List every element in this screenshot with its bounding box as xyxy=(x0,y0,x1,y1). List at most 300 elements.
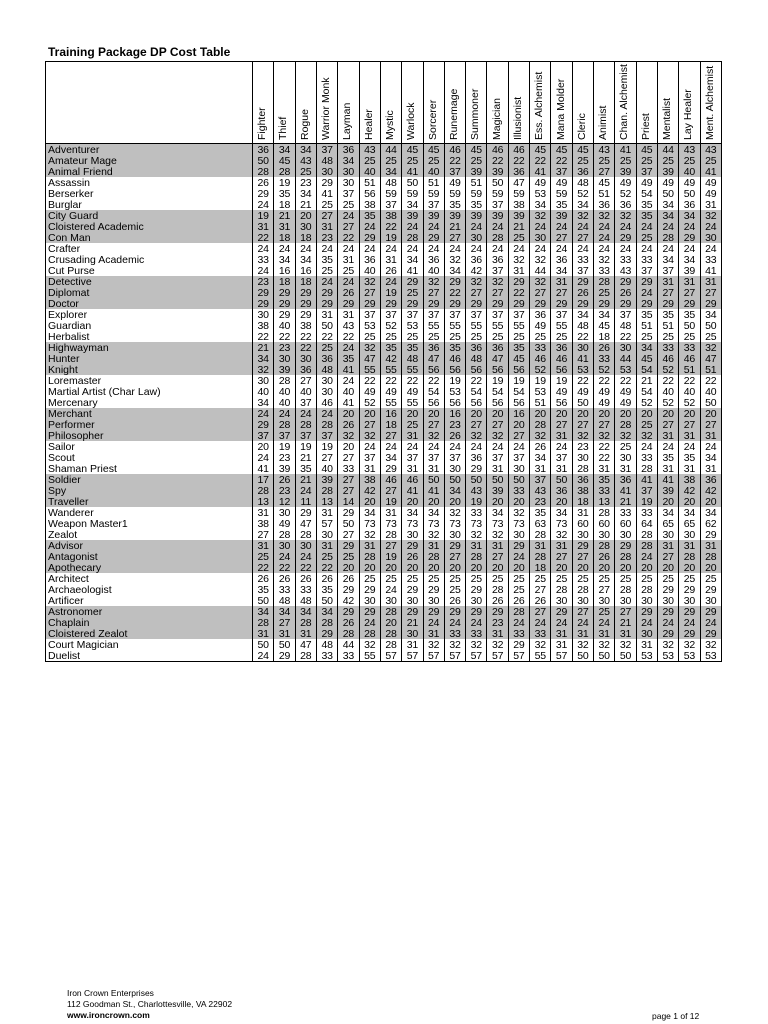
dp-cost-cell: 24 xyxy=(636,287,657,298)
dp-cost-cell: 37 xyxy=(636,265,657,276)
dp-cost-cell: 37 xyxy=(380,309,401,320)
column-header-label: Mentalist xyxy=(661,97,674,140)
column-header-label: Chan. Alchemist xyxy=(618,64,631,140)
dp-cost-cell: 35 xyxy=(679,309,700,320)
dp-cost-cell: 16 xyxy=(380,408,401,419)
dp-cost-cell: 41 xyxy=(253,463,274,474)
dp-cost-cell: 24 xyxy=(253,265,274,276)
dp-cost-cell: 29 xyxy=(423,606,444,617)
dp-cost-cell: 34 xyxy=(316,606,337,617)
row-package-name: Weapon Master1 xyxy=(46,518,253,529)
dp-cost-cell: 33 xyxy=(466,507,487,518)
dp-cost-cell: 38 xyxy=(295,320,316,331)
dp-cost-cell: 27 xyxy=(338,485,359,496)
dp-cost-cell: 21 xyxy=(508,221,529,232)
column-header-label: Priest xyxy=(639,113,652,140)
dp-cost-cell: 32 xyxy=(615,210,636,221)
dp-cost-cell: 32 xyxy=(508,507,529,518)
dp-cost-cell: 44 xyxy=(530,265,551,276)
dp-cost-cell: 39 xyxy=(487,210,508,221)
dp-cost-cell: 30 xyxy=(594,529,615,540)
dp-cost-cell: 29 xyxy=(466,584,487,595)
dp-cost-cell: 24 xyxy=(551,441,572,452)
dp-cost-cell: 32 xyxy=(530,276,551,287)
dp-cost-cell: 34 xyxy=(679,254,700,265)
dp-cost-cell: 57 xyxy=(466,650,487,662)
dp-cost-cell: 25 xyxy=(636,331,657,342)
dp-cost-cell: 22 xyxy=(380,375,401,386)
dp-cost-cell: 24 xyxy=(594,232,615,243)
row-package-name: Burglar xyxy=(46,199,253,210)
dp-cost-cell: 22 xyxy=(530,155,551,166)
dp-cost-table xyxy=(45,61,722,662)
dp-cost-cell: 32 xyxy=(530,254,551,265)
dp-cost-cell: 34 xyxy=(551,507,572,518)
dp-cost-cell: 33 xyxy=(594,485,615,496)
dp-cost-cell: 24 xyxy=(423,441,444,452)
dp-cost-cell: 22 xyxy=(295,331,316,342)
dp-cost-cell: 11 xyxy=(295,496,316,507)
dp-cost-cell: 24 xyxy=(359,243,380,254)
dp-cost-cell: 59 xyxy=(444,188,465,199)
dp-cost-cell: 46 xyxy=(657,353,678,364)
dp-cost-cell: 24 xyxy=(657,617,678,628)
dp-cost-cell: 26 xyxy=(487,595,508,606)
dp-cost-cell: 35 xyxy=(530,507,551,518)
dp-cost-cell: 50 xyxy=(679,320,700,331)
dp-cost-cell: 25 xyxy=(466,573,487,584)
dp-cost-cell: 28 xyxy=(487,584,508,595)
table-row xyxy=(46,518,722,529)
dp-cost-cell: 30 xyxy=(295,353,316,364)
dp-cost-cell: 34 xyxy=(253,606,274,617)
table-row xyxy=(46,562,722,573)
dp-cost-cell: 32 xyxy=(444,639,465,650)
dp-cost-cell: 20 xyxy=(423,408,444,419)
dp-cost-cell: 57 xyxy=(402,650,423,662)
dp-cost-cell: 24 xyxy=(338,210,359,221)
row-package-name: Chaplain xyxy=(46,617,253,628)
dp-cost-cell: 50 xyxy=(487,474,508,485)
dp-cost-cell: 29 xyxy=(594,298,615,309)
dp-cost-cell: 20 xyxy=(679,562,700,573)
dp-cost-cell: 22 xyxy=(615,331,636,342)
dp-cost-cell: 25 xyxy=(508,584,529,595)
dp-cost-cell: 50 xyxy=(444,474,465,485)
dp-cost-cell: 25 xyxy=(402,573,423,584)
dp-cost-cell: 21 xyxy=(444,221,465,232)
dp-cost-cell: 51 xyxy=(636,320,657,331)
dp-cost-cell: 55 xyxy=(551,320,572,331)
dp-cost-cell: 34 xyxy=(636,342,657,353)
row-package-name: Archaeologist xyxy=(46,584,253,595)
dp-cost-cell: 42 xyxy=(338,595,359,606)
dp-cost-cell: 34 xyxy=(530,452,551,463)
dp-cost-cell: 25 xyxy=(338,551,359,562)
dp-cost-cell: 20 xyxy=(402,562,423,573)
dp-cost-cell: 29 xyxy=(274,650,295,662)
dp-cost-cell: 33 xyxy=(657,342,678,353)
dp-cost-cell: 25 xyxy=(508,331,529,342)
dp-cost-cell: 22 xyxy=(594,375,615,386)
dp-cost-cell: 35 xyxy=(316,254,337,265)
dp-cost-cell: 50 xyxy=(253,595,274,606)
dp-cost-cell: 24 xyxy=(380,441,401,452)
dp-cost-cell: 48 xyxy=(402,353,423,364)
dp-cost-cell: 30 xyxy=(253,375,274,386)
dp-cost-cell: 59 xyxy=(551,188,572,199)
dp-cost-cell: 40 xyxy=(359,265,380,276)
dp-cost-cell: 45 xyxy=(636,144,657,156)
dp-cost-cell: 25 xyxy=(530,331,551,342)
dp-cost-cell: 19 xyxy=(253,210,274,221)
dp-cost-cell: 31 xyxy=(508,265,529,276)
dp-cost-cell: 26 xyxy=(253,573,274,584)
dp-cost-cell: 20 xyxy=(402,496,423,507)
dp-cost-cell: 24 xyxy=(380,276,401,287)
dp-cost-cell: 32 xyxy=(636,430,657,441)
dp-cost-cell: 73 xyxy=(423,518,444,529)
dp-cost-cell: 34 xyxy=(530,199,551,210)
dp-cost-cell: 20 xyxy=(700,562,721,573)
dp-cost-cell: 22 xyxy=(316,331,337,342)
dp-cost-cell: 31 xyxy=(636,639,657,650)
dp-cost-cell: 37 xyxy=(402,309,423,320)
row-package-name: Advisor xyxy=(46,540,253,551)
dp-cost-cell: 29 xyxy=(636,276,657,287)
dp-cost-cell: 55 xyxy=(380,364,401,375)
dp-cost-cell: 39 xyxy=(444,210,465,221)
dp-cost-cell: 22 xyxy=(594,441,615,452)
dp-cost-cell: 34 xyxy=(572,309,593,320)
dp-cost-cell: 31 xyxy=(572,628,593,639)
dp-cost-cell: 31 xyxy=(679,540,700,551)
dp-cost-cell: 20 xyxy=(508,562,529,573)
dp-cost-cell: 26 xyxy=(615,287,636,298)
dp-cost-cell: 52 xyxy=(636,397,657,408)
dp-cost-cell: 20 xyxy=(359,562,380,573)
dp-cost-cell: 24 xyxy=(274,551,295,562)
dp-cost-cell: 30 xyxy=(615,595,636,606)
dp-cost-cell: 20 xyxy=(551,562,572,573)
dp-cost-cell: 32 xyxy=(466,430,487,441)
dp-cost-cell: 31 xyxy=(402,430,423,441)
dp-cost-cell: 31 xyxy=(572,507,593,518)
dp-cost-cell: 21 xyxy=(253,342,274,353)
dp-cost-cell: 32 xyxy=(359,342,380,353)
dp-cost-cell: 36 xyxy=(487,342,508,353)
dp-cost-cell: 39 xyxy=(487,166,508,177)
dp-cost-cell: 29 xyxy=(572,540,593,551)
dp-cost-cell: 36 xyxy=(572,166,593,177)
dp-cost-cell: 51 xyxy=(679,364,700,375)
dp-cost-cell: 31 xyxy=(657,276,678,287)
row-package-name: Court Magician xyxy=(46,639,253,650)
table-row xyxy=(46,419,722,430)
dp-cost-cell: 64 xyxy=(636,518,657,529)
dp-cost-cell: 19 xyxy=(487,375,508,386)
dp-cost-cell: 24 xyxy=(615,221,636,232)
dp-cost-cell: 38 xyxy=(508,199,529,210)
dp-cost-cell: 27 xyxy=(551,551,572,562)
dp-cost-cell: 37 xyxy=(295,397,316,408)
dp-cost-cell: 29 xyxy=(530,298,551,309)
dp-cost-cell: 22 xyxy=(295,342,316,353)
dp-cost-cell: 29 xyxy=(444,606,465,617)
dp-cost-cell: 16 xyxy=(274,265,295,276)
dp-cost-cell: 19 xyxy=(380,551,401,562)
row-package-name: Animal Friend xyxy=(46,166,253,177)
dp-cost-cell: 30 xyxy=(572,342,593,353)
dp-cost-cell: 34 xyxy=(274,144,295,156)
dp-cost-cell: 37 xyxy=(530,474,551,485)
dp-cost-cell: 50 xyxy=(338,518,359,529)
dp-cost-cell: 37 xyxy=(444,309,465,320)
dp-cost-cell: 25 xyxy=(594,606,615,617)
dp-cost-cell: 25 xyxy=(359,155,380,166)
row-package-name: Traveller xyxy=(46,496,253,507)
dp-cost-cell: 35 xyxy=(444,199,465,210)
dp-cost-cell: 20 xyxy=(508,419,529,430)
dp-cost-cell: 35 xyxy=(274,188,295,199)
dp-cost-cell: 25 xyxy=(359,331,380,342)
dp-cost-cell: 19 xyxy=(636,496,657,507)
dp-cost-cell: 25 xyxy=(402,419,423,430)
dp-cost-cell: 32 xyxy=(572,210,593,221)
dp-cost-cell: 25 xyxy=(636,155,657,166)
dp-cost-cell: 28 xyxy=(380,639,401,650)
dp-cost-cell: 24 xyxy=(253,408,274,419)
dp-cost-cell: 27 xyxy=(594,166,615,177)
dp-cost-cell: 29 xyxy=(679,628,700,639)
dp-cost-cell: 27 xyxy=(466,419,487,430)
dp-cost-cell: 29 xyxy=(615,298,636,309)
dp-cost-cell: 55 xyxy=(508,320,529,331)
dp-cost-cell: 24 xyxy=(402,441,423,452)
column-header xyxy=(551,62,572,144)
dp-cost-cell: 41 xyxy=(700,166,721,177)
dp-cost-cell: 41 xyxy=(316,188,337,199)
dp-cost-cell: 29 xyxy=(359,606,380,617)
dp-cost-cell: 13 xyxy=(594,496,615,507)
dp-cost-cell: 19 xyxy=(316,441,337,452)
dp-cost-cell: 36 xyxy=(295,364,316,375)
dp-cost-cell: 31 xyxy=(615,628,636,639)
dp-cost-cell: 57 xyxy=(551,650,572,662)
dp-cost-cell: 49 xyxy=(657,177,678,188)
dp-cost-cell: 33 xyxy=(466,628,487,639)
dp-cost-cell: 22 xyxy=(402,375,423,386)
dp-cost-cell: 29 xyxy=(359,298,380,309)
dp-cost-cell: 20 xyxy=(359,496,380,507)
dp-cost-cell: 35 xyxy=(338,353,359,364)
dp-cost-cell: 22 xyxy=(551,155,572,166)
dp-cost-cell: 28 xyxy=(594,540,615,551)
dp-cost-cell: 21 xyxy=(636,375,657,386)
dp-cost-cell: 19 xyxy=(274,441,295,452)
dp-cost-cell: 32 xyxy=(657,639,678,650)
dp-cost-cell: 28 xyxy=(594,276,615,287)
dp-cost-cell: 29 xyxy=(253,287,274,298)
dp-cost-cell: 20 xyxy=(530,408,551,419)
dp-cost-cell: 19 xyxy=(444,375,465,386)
dp-cost-cell: 51 xyxy=(530,397,551,408)
dp-cost-cell: 28 xyxy=(274,166,295,177)
dp-cost-cell: 31 xyxy=(594,628,615,639)
column-header-label: Ment. Alchemist xyxy=(703,65,716,140)
dp-cost-cell: 24 xyxy=(700,243,721,254)
dp-cost-cell: 48 xyxy=(615,320,636,331)
dp-cost-cell: 48 xyxy=(274,595,295,606)
dp-cost-cell: 57 xyxy=(423,650,444,662)
column-header-label: Animist xyxy=(597,105,610,140)
dp-cost-cell: 29 xyxy=(551,606,572,617)
dp-cost-cell: 49 xyxy=(700,177,721,188)
dp-cost-cell: 56 xyxy=(466,397,487,408)
dp-cost-cell: 27 xyxy=(423,419,444,430)
dp-cost-cell: 18 xyxy=(274,276,295,287)
row-package-name: Architect xyxy=(46,573,253,584)
row-package-name: Sailor xyxy=(46,441,253,452)
dp-cost-cell: 36 xyxy=(487,254,508,265)
dp-cost-cell: 53 xyxy=(615,364,636,375)
dp-cost-cell: 25 xyxy=(402,331,423,342)
table-row xyxy=(46,331,722,342)
dp-cost-cell: 24 xyxy=(316,276,337,287)
dp-cost-cell: 30 xyxy=(594,595,615,606)
dp-cost-cell: 31 xyxy=(423,628,444,639)
dp-cost-cell: 34 xyxy=(423,507,444,518)
dp-cost-cell: 36 xyxy=(551,485,572,496)
dp-cost-cell: 24 xyxy=(402,221,423,232)
dp-cost-cell: 24 xyxy=(295,408,316,419)
dp-cost-cell: 31 xyxy=(551,430,572,441)
dp-cost-cell: 51 xyxy=(466,177,487,188)
dp-cost-cell: 42 xyxy=(466,265,487,276)
dp-cost-cell: 25 xyxy=(466,331,487,342)
dp-cost-cell: 40 xyxy=(423,265,444,276)
dp-cost-cell: 47 xyxy=(700,353,721,364)
row-package-name: Philosopher xyxy=(46,430,253,441)
dp-cost-cell: 35 xyxy=(594,474,615,485)
dp-cost-cell: 28 xyxy=(253,617,274,628)
dp-cost-cell: 28 xyxy=(359,628,380,639)
dp-cost-cell: 30 xyxy=(700,595,721,606)
dp-cost-cell: 22 xyxy=(380,221,401,232)
dp-cost-cell: 25 xyxy=(615,573,636,584)
dp-cost-cell: 37 xyxy=(274,430,295,441)
dp-cost-cell: 34 xyxy=(295,254,316,265)
dp-cost-cell: 34 xyxy=(380,452,401,463)
company-website[interactable]: www.ironcrown.com xyxy=(67,1010,150,1020)
dp-cost-cell: 43 xyxy=(594,144,615,156)
dp-cost-cell: 54 xyxy=(487,386,508,397)
dp-cost-cell: 29 xyxy=(380,463,401,474)
dp-cost-cell: 26 xyxy=(253,177,274,188)
dp-cost-cell: 30 xyxy=(657,529,678,540)
dp-cost-cell: 20 xyxy=(594,408,615,419)
dp-cost-cell: 35 xyxy=(636,199,657,210)
dp-cost-cell: 46 xyxy=(679,353,700,364)
dp-cost-cell: 49 xyxy=(402,386,423,397)
dp-cost-cell: 29 xyxy=(295,309,316,320)
dp-cost-cell: 30 xyxy=(508,529,529,540)
row-package-name: Adventurer xyxy=(46,144,253,156)
dp-cost-cell: 34 xyxy=(572,199,593,210)
dp-cost-cell: 49 xyxy=(615,386,636,397)
table-row xyxy=(46,441,722,452)
dp-cost-cell: 28 xyxy=(551,584,572,595)
dp-cost-cell: 24 xyxy=(508,243,529,254)
dp-cost-cell: 30 xyxy=(316,166,337,177)
dp-cost-cell: 25 xyxy=(444,331,465,342)
table-row xyxy=(46,430,722,441)
dp-cost-cell: 32 xyxy=(444,507,465,518)
dp-cost-cell: 25 xyxy=(636,573,657,584)
dp-cost-cell: 24 xyxy=(508,551,529,562)
dp-cost-cell: 39 xyxy=(466,166,487,177)
dp-cost-cell: 37 xyxy=(508,309,529,320)
column-header-label: Summoner xyxy=(469,88,482,140)
dp-cost-cell: 29 xyxy=(423,232,444,243)
dp-cost-cell: 50 xyxy=(657,188,678,199)
dp-cost-cell: 31 xyxy=(253,628,274,639)
dp-cost-cell: 29 xyxy=(316,177,337,188)
dp-cost-cell: 25 xyxy=(700,573,721,584)
dp-cost-cell: 18 xyxy=(572,496,593,507)
dp-cost-cell: 55 xyxy=(402,364,423,375)
dp-cost-cell: 27 xyxy=(530,287,551,298)
dp-cost-cell: 28 xyxy=(636,463,657,474)
dp-cost-cell: 36 xyxy=(615,199,636,210)
dp-cost-cell: 45 xyxy=(572,144,593,156)
dp-cost-cell: 73 xyxy=(444,518,465,529)
dp-cost-cell: 24 xyxy=(380,243,401,254)
dp-cost-cell: 30 xyxy=(402,529,423,540)
dp-cost-cell: 26 xyxy=(530,441,551,452)
dp-cost-cell: 30 xyxy=(551,595,572,606)
dp-cost-cell: 47 xyxy=(423,353,444,364)
dp-cost-cell: 27 xyxy=(338,452,359,463)
dp-cost-cell: 22 xyxy=(466,375,487,386)
dp-cost-cell: 25 xyxy=(679,573,700,584)
dp-cost-cell: 29 xyxy=(402,276,423,287)
dp-cost-cell: 32 xyxy=(594,430,615,441)
dp-cost-cell: 34 xyxy=(295,188,316,199)
dp-cost-cell: 27 xyxy=(530,606,551,617)
dp-cost-cell: 33 xyxy=(316,650,337,662)
dp-cost-cell: 20 xyxy=(380,617,401,628)
dp-cost-cell: 20 xyxy=(636,562,657,573)
dp-cost-cell: 59 xyxy=(487,188,508,199)
dp-cost-cell: 40 xyxy=(700,386,721,397)
dp-cost-cell: 33 xyxy=(274,584,295,595)
dp-cost-cell: 27 xyxy=(444,232,465,243)
dp-cost-cell: 73 xyxy=(466,518,487,529)
dp-cost-cell: 20 xyxy=(338,441,359,452)
dp-cost-cell: 32 xyxy=(679,639,700,650)
dp-cost-cell: 31 xyxy=(359,540,380,551)
table-row xyxy=(46,265,722,276)
dp-cost-cell: 24 xyxy=(572,243,593,254)
dp-cost-cell: 29 xyxy=(253,188,274,199)
dp-cost-cell: 42 xyxy=(679,485,700,496)
dp-cost-cell: 19 xyxy=(466,496,487,507)
dp-cost-cell: 32 xyxy=(572,430,593,441)
dp-cost-cell: 30 xyxy=(572,529,593,540)
table-row xyxy=(46,144,722,156)
dp-cost-cell: 39 xyxy=(274,463,295,474)
